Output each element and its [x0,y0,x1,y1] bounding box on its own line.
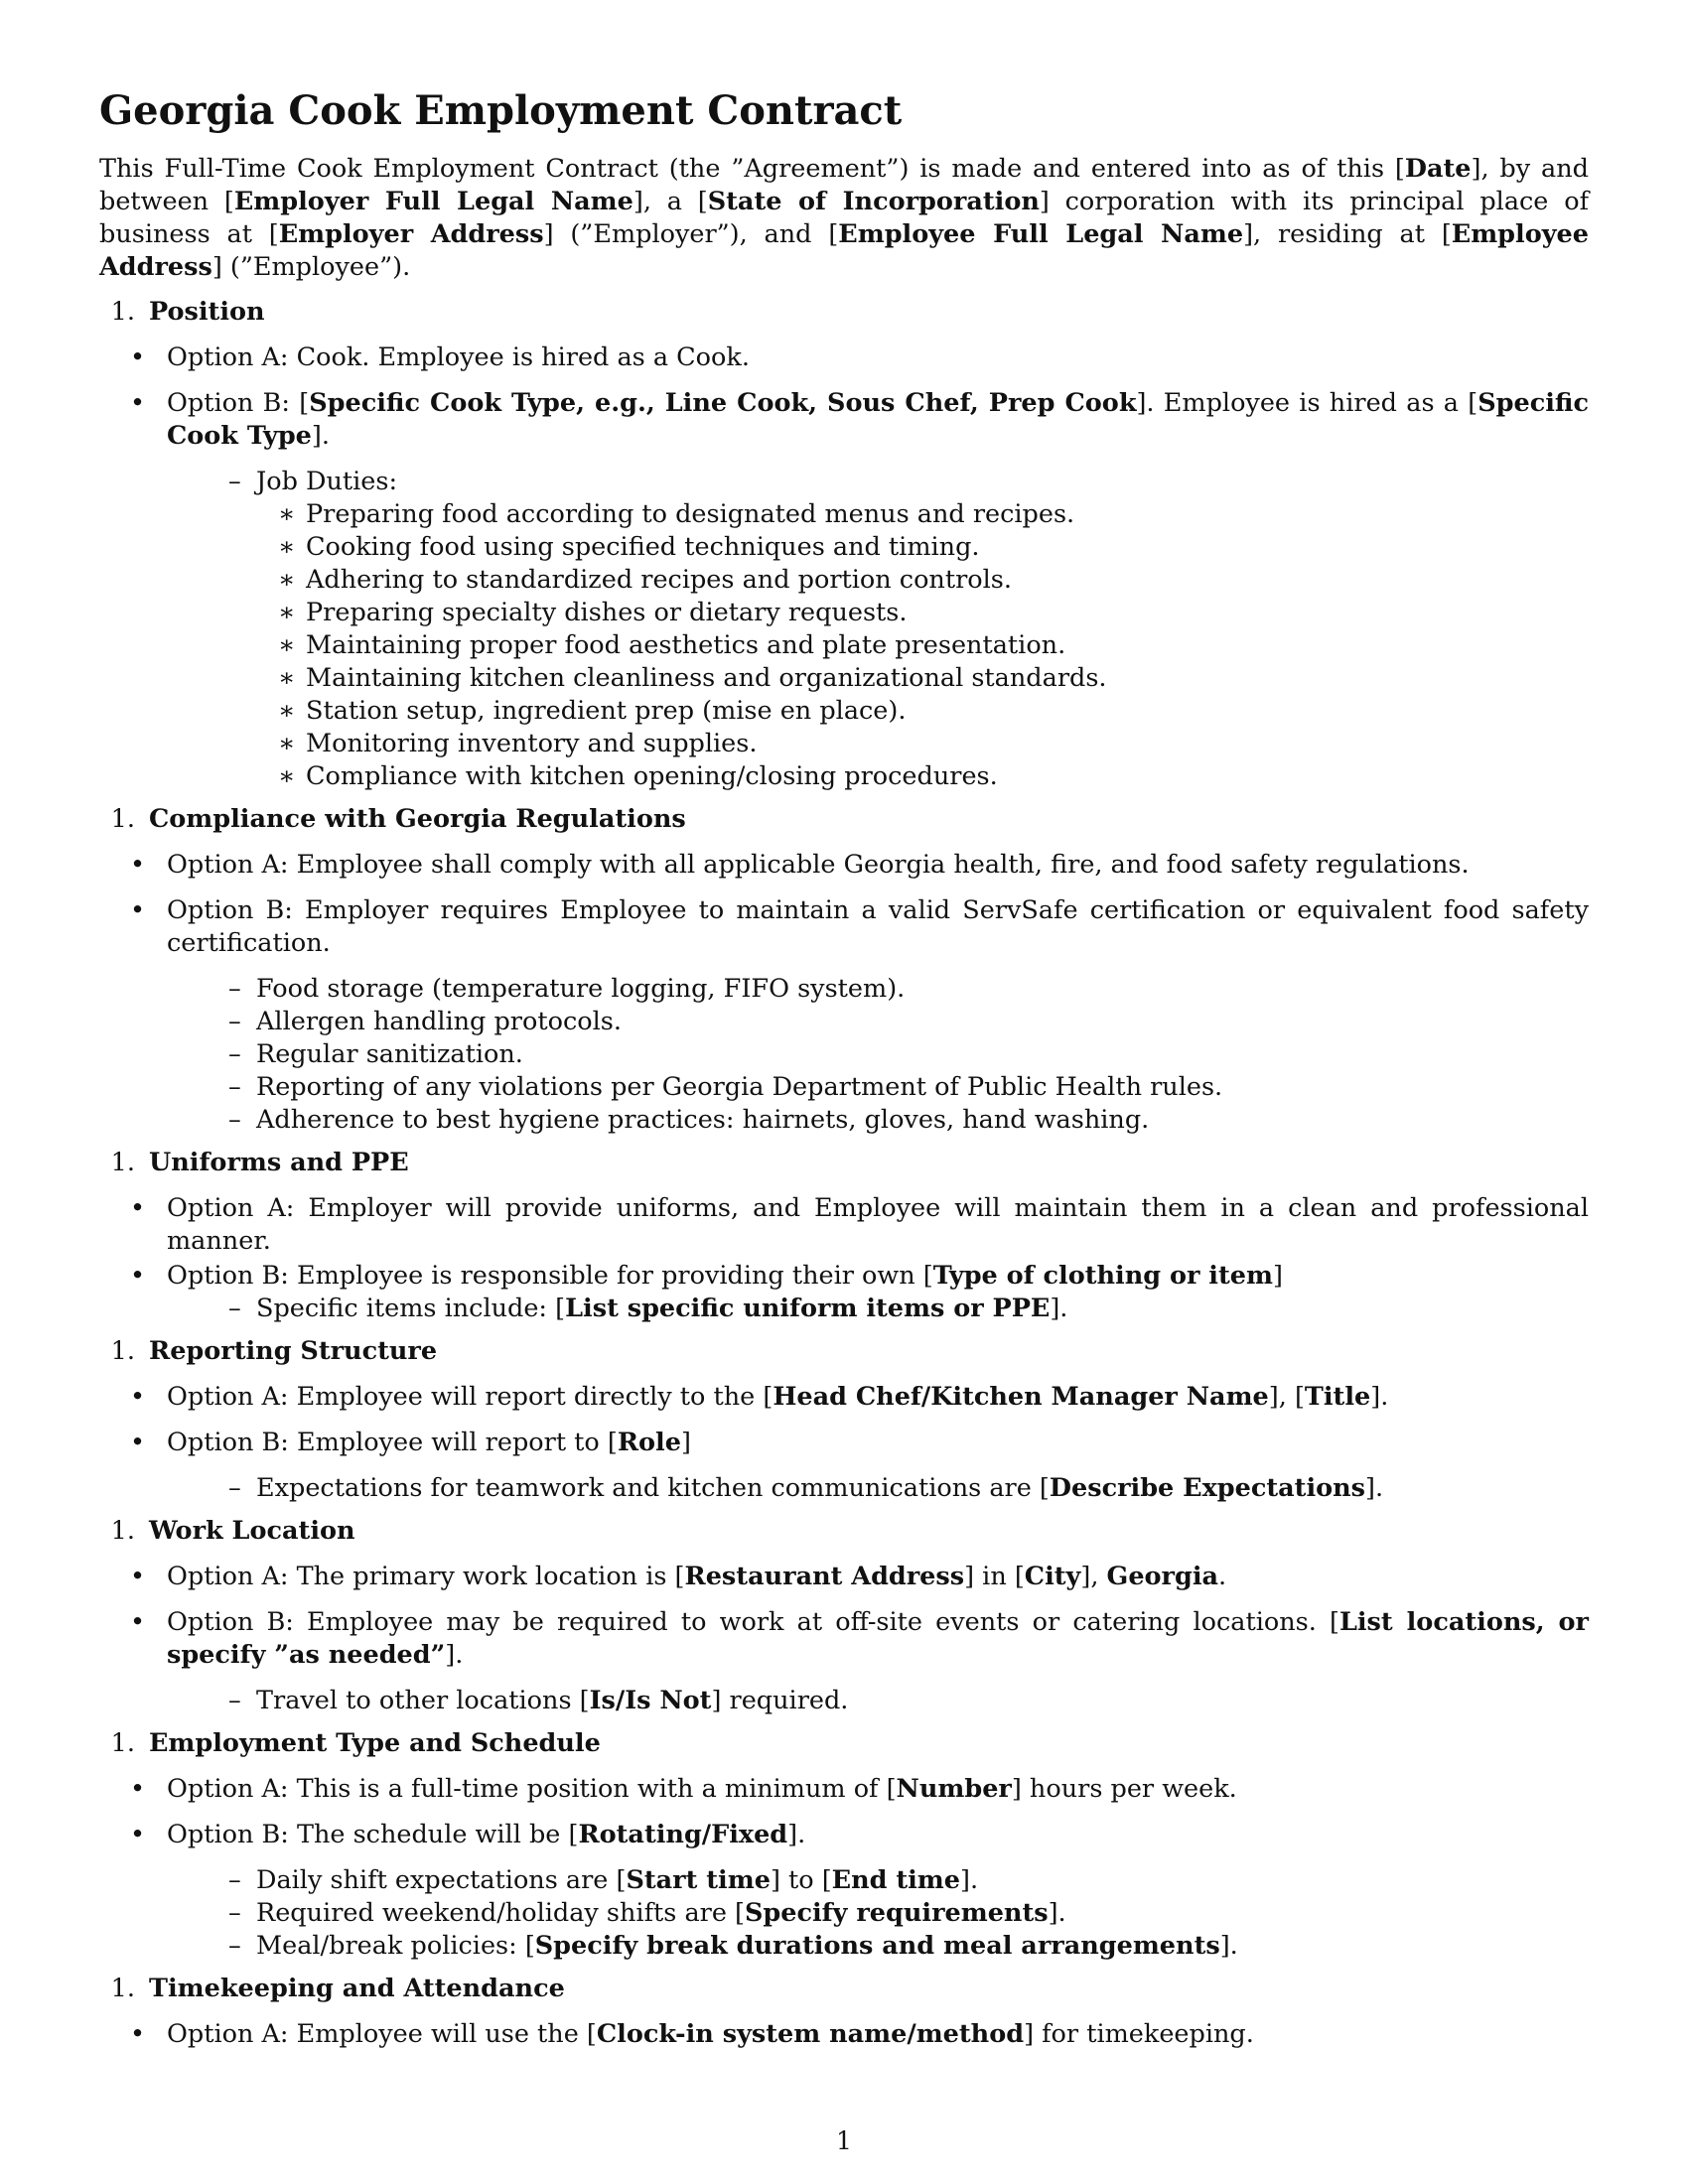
dash-icon: – [228,1039,241,1069]
option-text: Option A: Cook. Employee is hired as a Cook. [167,342,750,372]
section-number: 1. [110,1974,135,2003]
option-item [99,1606,1589,1672]
asterisk-icon: ∗ [278,696,296,726]
sub-list-item [228,1930,1589,1963]
placeholder-field: City [1024,1562,1081,1591]
option-text: Option A: Employee shall comply with all applicable Georgia health, fire, and food safety regulations. [167,850,1470,880]
section-number: 1. [110,1516,135,1546]
bullet-icon: • [129,1261,145,1291]
placeholder-field: List locations, or specify ”as needed” [167,1607,1589,1670]
sub-list-item [228,1864,1589,1897]
option-item [99,341,1589,374]
dash-icon: – [228,1072,241,1102]
asterisk-icon: ∗ [278,761,296,791]
intro-paragraph: This Full-Time Cook Employment Contract (the ”Agreement”) is made and entered into as of this [Date], by and between [Employer Full Legal Name], a [State of Incorporation] corporation with its principal place of business at [Employer Address] (”Employer”), and [Employee Full Legal Name], residing at [Employee Address] (”Employee”). [99,154,1590,282]
placeholder-field: Head Chef/Kitchen Manager Name [773,1382,1269,1412]
section-number: 1. [110,804,135,834]
placeholder-field: Number [896,1774,1012,1804]
section-title: Reporting Structure [149,1336,438,1366]
bullet-icon: • [129,342,145,372]
duty-item [278,564,1589,597]
duty-text: Cooking food using specified techniques and timing. [306,532,980,562]
option-item [99,1819,1589,1851]
bullet-icon: • [129,1774,145,1804]
sub-list-item [228,1038,1589,1071]
asterisk-icon: ∗ [278,630,296,660]
sub-item-text: Reporting of any violations per Georgia Department of Public Health rules. [256,1072,1223,1102]
sub-item-text: Adherence to best hygiene practices: hairnets, gloves, hand washing. [256,1105,1150,1135]
sub-item-text: Food storage (temperature logging, FIFO system). [256,974,906,1004]
duty-item [278,597,1589,629]
option-text: Option B: The schedule will be [Rotating/Fixed]. [167,1820,806,1849]
placeholder-field: Clock-in system name/method [596,2019,1025,2049]
asterisk-icon: ∗ [278,565,296,595]
duty-item [278,629,1589,662]
option-text: Option A: Employer will provide uniforms, and Employee will maintain them in a clean and professional manner. [167,1193,1589,1256]
option-text: Option A: Employee will use the [Clock-in system name/method] for timekeeping. [167,2019,1254,2049]
contract-document [99,85,1589,2051]
placeholder-field: Restaurant Address [684,1562,965,1591]
sub-list-item [228,1293,1589,1325]
placeholder-field: Rotating/Fixed [578,1820,788,1849]
dash-icon: – [228,1898,241,1928]
sub-list-item [228,466,1589,498]
bullet-icon: • [129,1193,145,1223]
sub-list [228,973,1589,1137]
placeholder-field: Title [1304,1382,1371,1412]
option-item [99,1381,1589,1414]
placeholder-field: Georgia [1106,1562,1219,1591]
sub-item-text: Daily shift expectations are [Start time] to [End time]. [256,1865,979,1895]
sub-list-item [228,1472,1589,1505]
section-number: 1. [110,297,135,327]
placeholder-field: Role [617,1428,681,1457]
sub-list [228,1685,1589,1717]
section-number: 1. [110,1336,135,1366]
placeholder-field: Type of clothing or item [932,1261,1273,1291]
contract-sections [99,296,1589,2051]
sub-list-item [228,1897,1589,1930]
option-text: Option A: This is a full-time position with a minimum of [Number] hours per week. [167,1774,1237,1804]
section-title: Work Location [149,1516,355,1546]
document-title: Georgia Cook Employment Contract [99,87,903,134]
asterisk-icon: ∗ [278,663,296,693]
placeholder-field: Specify requirements [745,1898,1049,1928]
option-item [99,387,1589,453]
section-number: 1. [110,1148,135,1177]
sub-list [228,1472,1589,1505]
option-item [99,1192,1589,1258]
bullet-icon: • [129,1820,145,1849]
placeholder-field: List specific uniform items or PPE [565,1294,1051,1323]
section-title: Timekeeping and Attendance [149,1974,565,2003]
dash-icon: – [228,1686,241,1715]
asterisk-icon: ∗ [278,532,296,562]
section-title: Position [149,297,265,327]
placeholder-field: Date [1404,154,1472,184]
sub-item-text: Meal/break policies: [Specify break durations and meal arrangements]. [256,1931,1238,1961]
placeholder-field: End time [831,1865,961,1895]
section-heading [99,1727,1589,1760]
duty-item [278,662,1589,695]
bullet-icon: • [129,388,145,418]
option-item [99,894,1589,960]
option-text: Option B: [Specific Cook Type, e.g., Line Cook, Sous Chef, Prep Cook]. Employee is hired as a [Specific Cook Type]. [167,388,1589,451]
section-heading [99,803,1589,836]
section-title: Compliance with Georgia Regulations [149,804,686,834]
placeholder-field: Is/Is Not [589,1686,712,1715]
placeholder-field: Describe Expectations [1049,1473,1366,1503]
sub-list [228,1293,1589,1325]
sub-item-text: Expectations for teamwork and kitchen communications are [Describe Expectations]. [256,1473,1384,1503]
sub-list-item [228,973,1589,1006]
duty-text: Preparing specialty dishes or dietary requests. [306,598,908,627]
section-heading [99,1515,1589,1548]
bullet-icon: • [129,1562,145,1591]
duty-text: Adhering to standardized recipes and portion controls. [306,565,1012,595]
duty-list [278,498,1589,793]
option-item [99,1260,1589,1293]
dash-icon: – [228,1931,241,1961]
bullet-icon: • [129,1382,145,1412]
placeholder-field: Specific Cook Type [167,388,1589,451]
duty-text: Station setup, ingredient prep (mise en place). [306,696,907,726]
sub-list [228,466,1589,793]
dash-icon: – [228,1865,241,1895]
duty-item [278,760,1589,793]
section-heading [99,1335,1589,1368]
sub-item-text: Required weekend/holiday shifts are [Specify requirements]. [256,1898,1066,1928]
bullet-icon: • [129,895,145,925]
option-text: Option B: Employer requires Employee to maintain a valid ServSafe certification or equivalent food safety certification. [167,895,1589,958]
option-text: Option B: Employee will report to [Role] [167,1428,691,1457]
option-item [99,849,1589,882]
placeholder-field: Employee Full Legal Name [838,219,1244,249]
duty-item [278,498,1589,531]
placeholder-field: Employer Address [278,219,544,249]
placeholder-field: Specific Cook Type, e.g., Line Cook, Sous Chef, Prep Cook [309,388,1137,418]
sub-item-text: Allergen handling protocols. [256,1007,622,1036]
section-heading [99,1973,1589,2005]
option-text: Option B: Employee is responsible for providing their own [Type of clothing or item] [167,1261,1283,1291]
placeholder-field: Start time [626,1865,771,1895]
asterisk-icon: ∗ [278,729,296,758]
option-text: Option A: The primary work location is [Restaurant Address] in [City], Georgia. [167,1562,1227,1591]
option-item [99,1561,1589,1593]
dash-icon: – [228,1473,241,1503]
sub-list-item [228,1071,1589,1104]
option-text: Option A: Employee will report directly to the [Head Chef/Kitchen Manager Name], [Title]. [167,1382,1389,1412]
section-heading [99,296,1589,329]
duty-text: Compliance with kitchen opening/closing procedures. [306,761,998,791]
placeholder-field: Specify break durations and meal arrangements [534,1931,1220,1961]
bullet-icon: • [129,2019,145,2049]
asterisk-icon: ∗ [278,499,296,529]
dash-icon: – [228,467,241,496]
duty-item [278,695,1589,728]
placeholder-field: Employer Full Legal Name [233,187,633,216]
duty-text: Maintaining proper food aesthetics and plate presentation. [306,630,1066,660]
sub-item-text: Regular sanitization. [256,1039,523,1069]
section-title: Uniforms and PPE [149,1148,409,1177]
sub-item-text: Specific items include: [List specific uniform items or PPE]. [256,1294,1068,1323]
sub-item-text: Job Duties: [256,467,398,496]
sub-item-text: Travel to other locations [Is/Is Not] required. [256,1686,849,1715]
sub-list-item [228,1006,1589,1038]
option-item [99,1773,1589,1806]
bullet-icon: • [129,1607,145,1637]
section-title: Employment Type and Schedule [149,1728,601,1758]
duty-text: Preparing food according to designated menus and recipes. [306,499,1075,529]
section-number: 1. [110,1728,135,1758]
bullet-icon: • [129,850,145,880]
option-item [99,2018,1589,2051]
option-text: Option B: Employee may be required to work at off-site events or catering locations. [List locations, or specify ”as needed”]. [167,1607,1589,1670]
asterisk-icon: ∗ [278,598,296,627]
sub-list [228,1864,1589,1963]
duty-text: Maintaining kitchen cleanliness and organizational standards. [306,663,1107,693]
bullet-icon: • [129,1428,145,1457]
dash-icon: – [228,1007,241,1036]
duty-item [278,531,1589,564]
placeholder-field: Employee Address [99,219,1589,282]
section-heading [99,1147,1589,1179]
sub-list-item [228,1685,1589,1717]
duty-item [278,728,1589,760]
sub-list-item [228,1104,1589,1137]
page-number: 1 [836,2126,852,2155]
dash-icon: – [228,974,241,1004]
dash-icon: – [228,1294,241,1323]
placeholder-field: State of Incorporation [707,187,1040,216]
option-item [99,1427,1589,1459]
duty-text: Monitoring inventory and supplies. [306,729,758,758]
dash-icon: – [228,1105,241,1135]
